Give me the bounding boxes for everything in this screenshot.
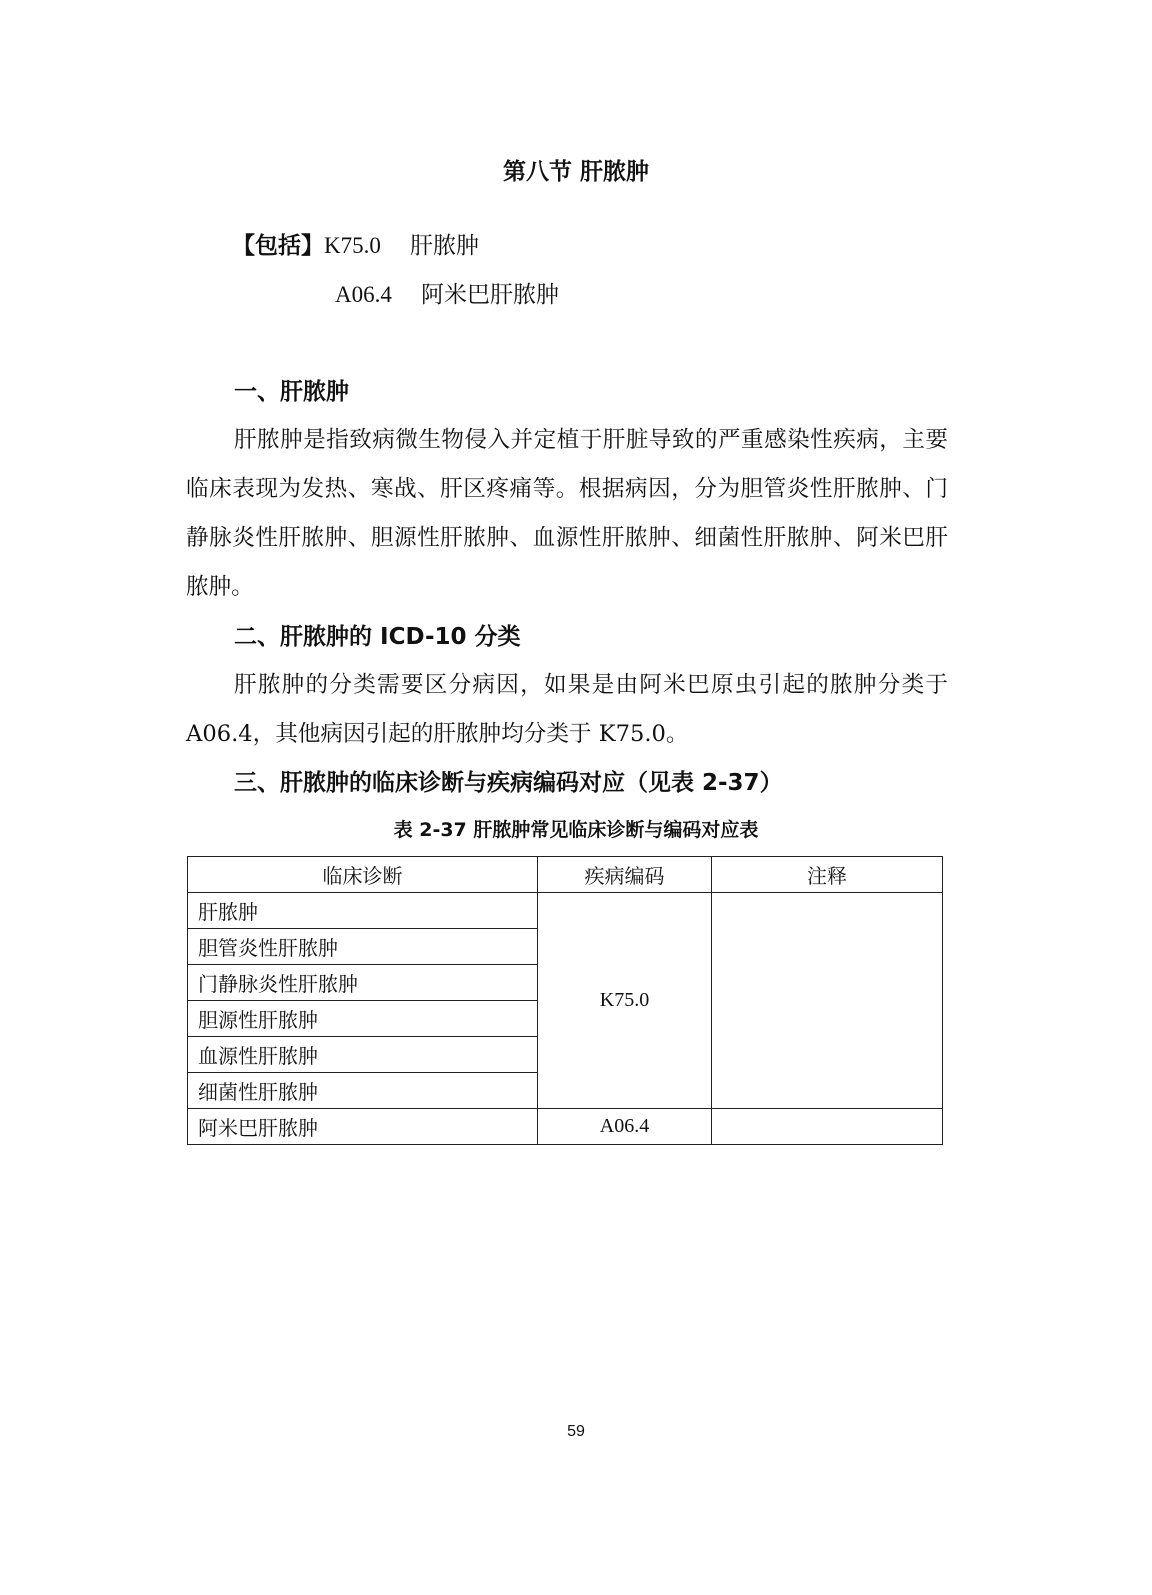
section-heading: 一、肝脓肿 xyxy=(234,379,349,405)
note-cell xyxy=(712,1109,943,1145)
section-paragraph: 肝脓肿是指致病微生物侵入并定植于肝脏导致的严重感染性疾病，主要临床表现为发热、寒战、肝区疼痛等。根据病因，分为胆管炎性肝脓肿、门静脉炎性肝脓肿、胆源性肝脓肿、血源性肝脓肿、细菌性肝脓肿、阿米巴肝脓肿。 xyxy=(186,427,948,600)
diagnosis-cell: 细菌性肝脓肿 xyxy=(188,1073,538,1109)
includes-name: 肝脓肿 xyxy=(410,233,479,259)
code-cell: K75.0 xyxy=(538,893,712,1109)
includes-code: A06.4 xyxy=(335,282,392,307)
diagnosis-cell: 阿米巴肝脓肿 xyxy=(188,1109,538,1145)
page-title: 第八节 肝脓肿 xyxy=(502,159,649,185)
includes-row xyxy=(335,277,559,313)
table-row xyxy=(188,1109,943,1145)
includes-label: 【包括】 xyxy=(232,233,324,259)
includes-row xyxy=(232,228,479,264)
section-paragraph: 肝脓肿的分类需要区分病因，如果是由阿米巴原虫引起的脓肿分类于 A06.4，其他病因引起的肝脓肿均分类于 K75.0。 xyxy=(186,672,948,747)
note-cell xyxy=(712,893,943,1109)
column-header-code: 疾病编码 xyxy=(538,857,712,893)
code-cell: A06.4 xyxy=(538,1109,712,1145)
includes-code: K75.0 xyxy=(324,233,381,258)
column-header-diagnosis: 临床诊断 xyxy=(188,857,538,893)
table-row xyxy=(188,893,943,929)
section-heading: 二、肝脓肿的 ICD-10 分类 xyxy=(234,624,521,650)
column-header-note: 注释 xyxy=(712,857,943,893)
diagnosis-code-table xyxy=(187,856,943,1145)
diagnosis-cell: 胆源性肝脓肿 xyxy=(188,1001,538,1037)
diagnosis-cell: 肝脓肿 xyxy=(188,893,538,929)
includes-name: 阿米巴肝脓肿 xyxy=(421,282,559,308)
table-header-row xyxy=(188,857,943,893)
section-heading: 三、肝脓肿的临床诊断与疾病编码对应（见表 2-37） xyxy=(234,770,783,796)
table-caption: 表 2-37 肝脓肿常见临床诊断与编码对应表 xyxy=(393,819,759,841)
diagnosis-cell: 胆管炎性肝脓肿 xyxy=(188,929,538,965)
diagnosis-cell: 门静脉炎性肝脓肿 xyxy=(188,965,538,1001)
page-number: 59 xyxy=(567,1423,585,1440)
diagnosis-cell: 血源性肝脓肿 xyxy=(188,1037,538,1073)
